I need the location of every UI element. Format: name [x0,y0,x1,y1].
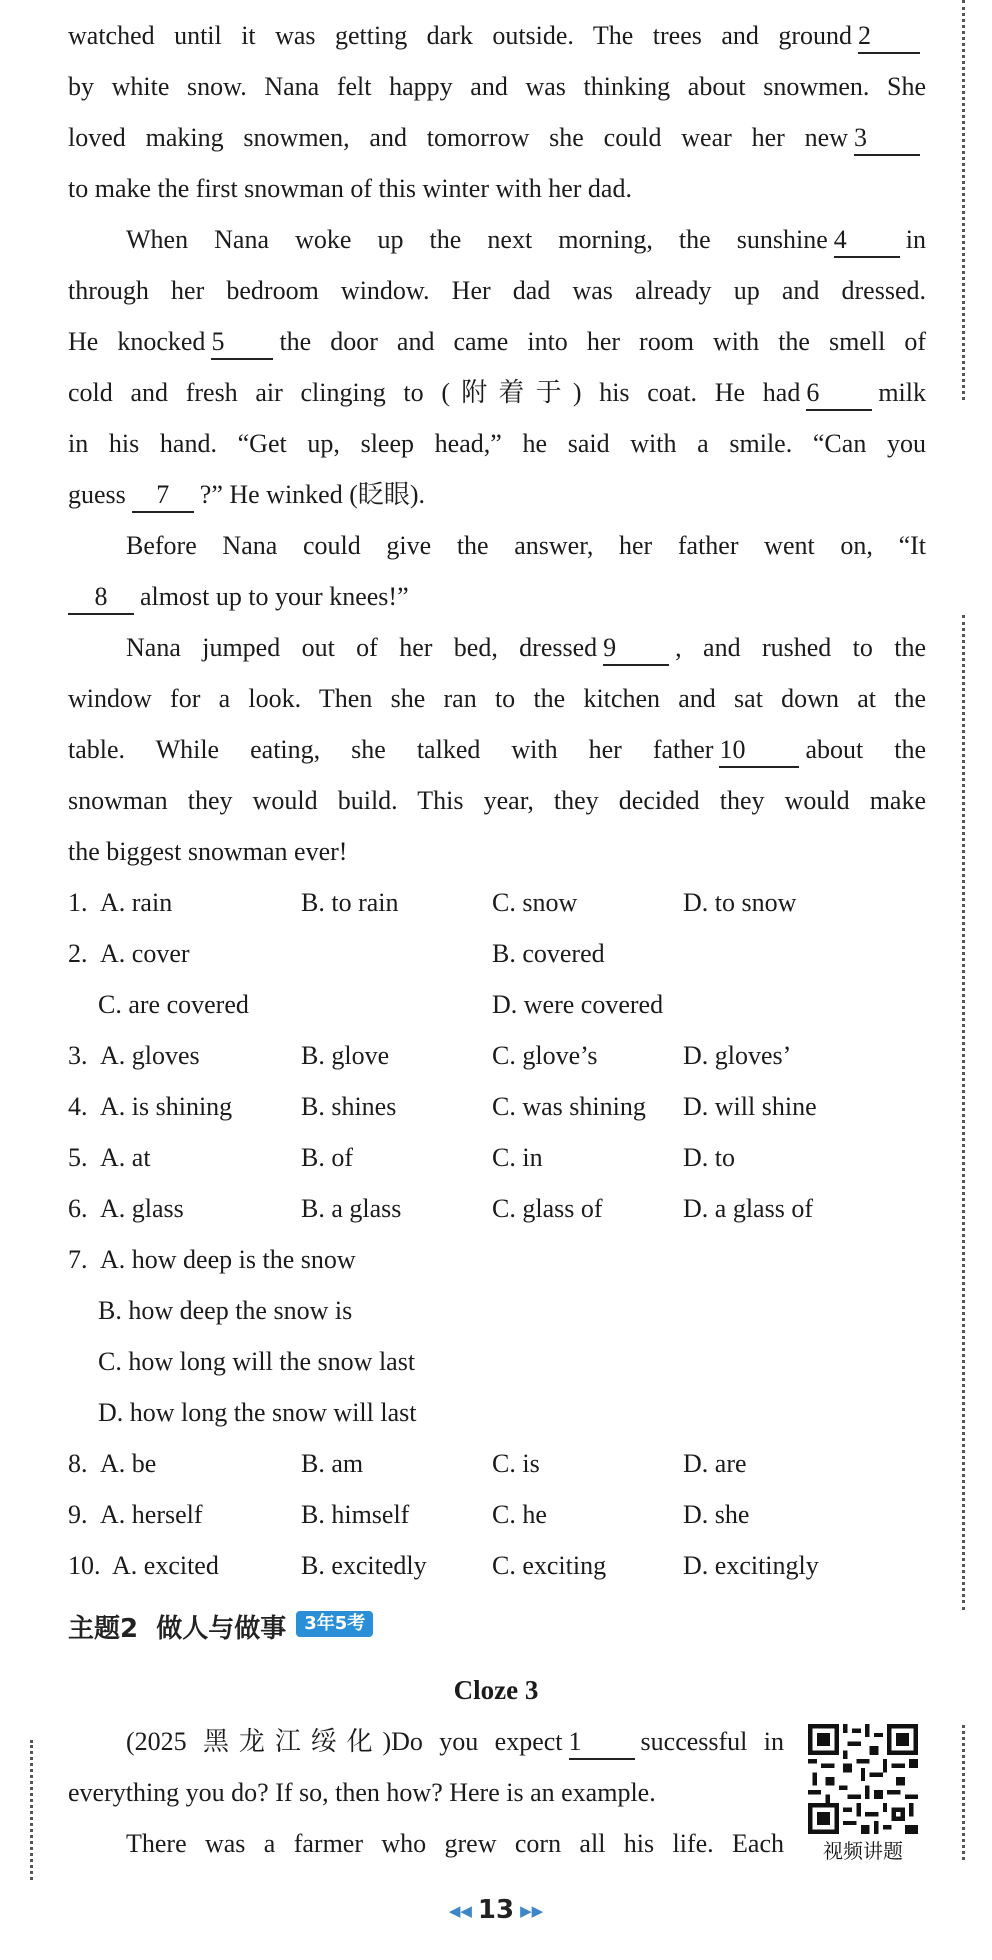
option-c[interactable]: C. how long will the snow last [98,1347,416,1376]
left-dotted-margin [30,1740,33,1880]
passage-line: window for a look. Then she ran to the kitchen and sat down at the [68,684,926,713]
answer-blank: 1 [569,1726,635,1760]
answer-blank: 6 [806,377,872,411]
option-b[interactable]: B. how deep the snow is [98,1296,353,1325]
prev-page-icon: ◀◀ [448,1901,472,1920]
option-a[interactable]: A. be [100,1449,157,1478]
option-c[interactable]: C. glove’s [492,1041,598,1070]
option-c[interactable]: C. in [492,1143,543,1172]
option-c[interactable]: C. glass of [492,1194,603,1223]
option-b[interactable]: B. himself [301,1500,410,1529]
passage-line: to make the first snowman of this winter with her dad. [68,174,632,203]
option-b[interactable]: B. covered [492,939,605,968]
answer-blank: 5 [211,326,273,360]
passage-line: There was a farmer who grew corn all his life. Each [126,1829,784,1858]
option-a[interactable]: A. excited [112,1551,219,1580]
option-b[interactable]: B. glove [301,1041,390,1070]
option-a[interactable]: A. rain [100,888,173,917]
option-d[interactable]: D. excitingly [683,1551,819,1580]
option-a[interactable]: A. cover [100,939,190,968]
passage-line: guess 7 ?” He winked (眨眼). [68,475,926,515]
option-b[interactable]: B. to rain [301,888,399,917]
passage-line: Before Nana could give the answer, her father went on, “It [126,531,926,560]
option-c[interactable]: C. is [492,1449,540,1478]
passage-line: the biggest snowman ever! [68,837,348,866]
option-a[interactable]: A. how deep is the snow [100,1245,356,1274]
option-b[interactable]: B. shines [301,1092,397,1121]
passage-line: cold and fresh air clinging to (附着于) his coat. He had 6 milk [68,373,926,413]
right-dotted-margin [962,0,965,400]
right-dotted-margin [962,1725,965,1860]
option-d[interactable]: D. gloves’ [683,1041,792,1070]
right-dotted-margin [962,615,965,1610]
theme-label: 主题2 做人与做事 [68,1614,287,1644]
answer-blank: 7 [132,479,194,513]
passage-line: He knocked 5 the door and came into her room with the smell of [68,322,926,362]
passage-line: 8 almost up to your knees!” [68,577,926,617]
passage-line: everything you do? If so, then how? Here is an example. [68,1778,656,1807]
option-a[interactable]: A. at [100,1143,151,1172]
option-c[interactable]: C. snow [492,888,578,917]
passage-line: by white snow. Nana felt happy and was thinking about snowmen. She [68,72,926,101]
cloze-title: Cloze 3 [453,1675,539,1705]
exam-frequency-badge: 3年5考 [296,1611,373,1637]
option-b[interactable]: B. a glass [301,1194,402,1223]
passage-line: in his hand. “Get up, sleep head,” he said with a smile. “Can you [68,429,926,458]
passage-line: table. While eating, she talked with her father 10 about the [68,730,926,770]
answer-blank: 10 [719,734,799,768]
option-c[interactable]: C. he [492,1500,547,1529]
option-b[interactable]: B. am [301,1449,364,1478]
theme-heading [68,1607,373,1651]
passage-line: When Nana woke up the next morning, the sunshine 4 in [126,220,926,260]
passage-line: (2025 黑龙江绥化)Do you expect 1 successful in [126,1722,784,1762]
answer-blank: 3 [854,122,920,156]
passage-line: watched until it was getting dark outside. The trees and ground 2 [68,16,926,56]
page-number: 13 [477,1895,515,1925]
passage-line: loved making snowmen, and tomorrow she could wear her new 3 [68,118,926,158]
qr-video-label: 视频讲题 [823,1839,903,1863]
passage-line: snowman they would build. This year, they decided they would make [68,786,926,815]
option-d[interactable]: D. to [683,1143,735,1172]
option-c[interactable]: C. exciting [492,1551,607,1580]
option-d[interactable]: D. how long the snow will last [98,1398,417,1427]
next-page-icon: ▶▶ [520,1901,544,1920]
option-a[interactable]: A. herself [100,1500,203,1529]
passage-line: Nana jumped out of her bed, dressed 9 , and rushed to the [126,628,926,668]
qr-code-icon[interactable] [808,1724,918,1834]
option-a[interactable]: A. is shining [100,1092,233,1121]
option-c[interactable]: C. are covered [98,990,249,1019]
passage-line: through her bedroom window. Her dad was already up and dressed. [68,276,926,305]
answer-blank: 8 [68,581,134,615]
option-d[interactable]: D. a glass of [683,1194,813,1223]
answer-blank: 4 [834,224,900,258]
option-d[interactable]: D. were covered [492,990,664,1019]
page-number-footer [0,1890,992,1931]
option-a[interactable]: A. glass [100,1194,184,1223]
option-d[interactable]: D. will shine [683,1092,817,1121]
answer-blank: 9 [603,632,669,666]
option-b[interactable]: B. of [301,1143,353,1172]
option-d[interactable]: D. are [683,1449,747,1478]
option-a[interactable]: A. gloves [100,1041,200,1070]
workbook-page: watched until it was getting dark outside. The trees and ground 2 by white snow. Nana felt happy and was thinking about snowmen. She loved making snowmen, and tomorrow she could wear her new 3 to make the first snowman of this winter with her dad. When Nana woke up the next morning, the sunshine 4 in through her bedroom window. Her dad was already up and dressed. He knocked 5 the door and came into her room with the smell of cold and fresh air clinging to (附着于) his coat. He had 6 milk in his hand. “Get up, sleep head,” he said with a smile. “Can you guess 7 ?” He winked (眨眼). Before Nana could give the answer, her father went on, “It 8 almost up to your knees!” Nana jumped out of her bed, dressed 9 , and rushed to the window for a look. Then she ran to the kitchen and sat down at the table. While eating, she talked with her father 10 about the snowman they would build. This year, they decided they would make the biggest snowman ever! 1. A. rain B. to rain C. snow D. to snow 2. A. cover B. covered C. are covered D. were covered 3. A. gloves B. glove C. glove’s D. gloves’ 4. A. is shining B. shines C. was shining D. will shine 5. A. at B. of C. in D. to 6. A. glass B. a glass C. glass of D. a glass of 7. A. how deep is the snow B. how deep the snow is C. how long will the snow last D. how long the snow will last 8. A. be B. am C. is D. are 9. A. herself B. himself C. he D. she 10. A. excited B. excitedly C. exciting D. excitingly 主题2 做人与做事 3年5考 Cloze 3 (2025 黑龙江绥化)Do you expect 1 successful in everything you do? If so, then how? Here is an example. There was a farmer who grew corn all his life. Each 视频讲题 ◀◀ 13 ▶▶ [0,0,992,1960]
option-c[interactable]: C. was shining [492,1092,646,1121]
option-d[interactable]: D. to snow [683,888,797,917]
option-b[interactable]: B. excitedly [301,1551,427,1580]
answer-blank: 2 [858,20,920,54]
option-d[interactable]: D. she [683,1500,750,1529]
